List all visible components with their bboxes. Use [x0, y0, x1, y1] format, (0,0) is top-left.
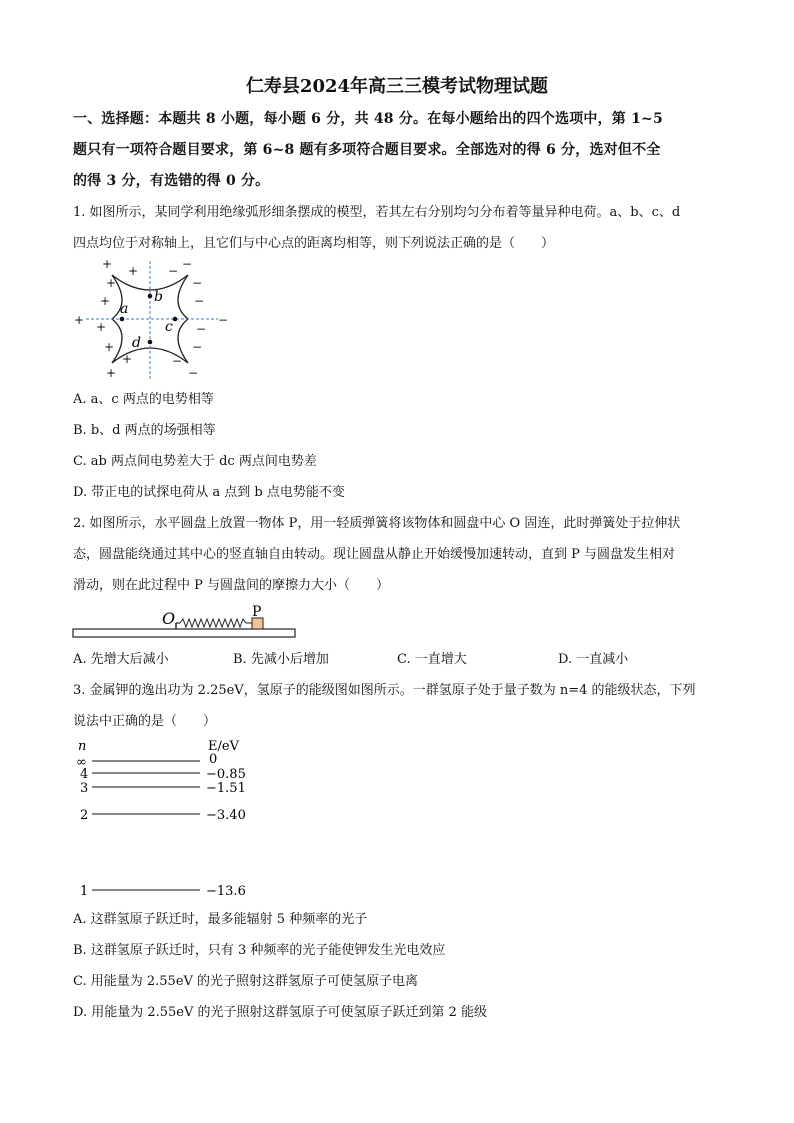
center-o-label: O — [162, 609, 176, 628]
q1-option-d: D. 带正电的试探电荷从 a 点到 b 点电势能不变 — [73, 485, 345, 500]
q3-option-c: C. 用能量为 2.55eV 的光子照射这群氢原子可使氢原子电离 — [73, 974, 419, 989]
object-p-label: P — [252, 604, 262, 620]
minus-charge: − — [192, 276, 203, 290]
q1-option-a: A. a、c 两点的电势相等 — [73, 392, 214, 407]
plus-charge: + — [100, 294, 111, 308]
section-instructions-line2: 题只有一项符合题目要求，第 6~8 题有多项符合题目要求。全部选对的得 6 分，选对但不全 — [73, 142, 661, 158]
q3-stem-line1: 3. 金属钾的逸出功为 2.25eV，氢原子的能级图如图所示。一群氢原子处于量子数为 n=4 的能级状态，下列 — [73, 683, 696, 698]
minus-charge: − — [188, 366, 199, 380]
point-b-label: b — [154, 289, 163, 305]
plus-charge: + — [104, 340, 115, 354]
level-n-4: 4 — [80, 767, 89, 782]
minus-charge: − — [218, 313, 229, 327]
minus-charge: − — [194, 294, 205, 308]
q1-option-b: B. b、d 两点的场强相等 — [73, 423, 216, 438]
q3-option-b: B. 这群氢原子跃迁时，只有 3 种频率的光子能使钾发生光电效应 — [73, 943, 446, 958]
level-e-4: −0.85 — [206, 767, 246, 782]
level-n-1: 1 — [80, 884, 89, 899]
energy-axis-label: E/eV — [208, 739, 239, 754]
level-e-3: −1.51 — [206, 781, 246, 796]
plus-charge: + — [122, 352, 133, 366]
level-e-1: −13.6 — [206, 884, 246, 899]
section-instructions-line1: 一、选择题：本题共 8 小题，每小题 6 分，共 48 分。在每小题给出的四个选项中，第 1~5 — [73, 111, 663, 127]
q2-stem-line3: 滑动，则在此过程中 P 与圆盘间的摩擦力大小（ ） — [73, 578, 390, 593]
minus-charge: − — [196, 322, 207, 336]
minus-charge: − — [172, 354, 183, 368]
q1-figure-charged-arcs — [72, 255, 232, 385]
point-d-label: d — [132, 335, 141, 351]
section-instructions-line3: 的得 3 分，有选错的得 0 分。 — [73, 173, 270, 189]
q2-option-c: C. 一直增大 — [397, 652, 467, 667]
q1-option-c: C. ab 两点间电势差大于 dc 两点间电势差 — [73, 454, 317, 469]
q1-stem-line1: 1. 如图所示，某同学利用绝缘弧形细条摆成的模型，若其左右分别均匀分布着等量异种电荷。a、b、c、d — [73, 205, 681, 220]
plus-charge: + — [128, 264, 139, 278]
q2-option-b: B. 先减小后增加 — [233, 652, 329, 667]
plus-charge: + — [96, 320, 107, 334]
plus-charge: + — [74, 313, 85, 327]
minus-charge: − — [182, 257, 193, 271]
level-n-2: 2 — [80, 808, 89, 823]
q2-stem-line2: 态，圆盘能绕通过其中心的竖直轴自由转动。现让圆盘从静止开始缓慢加速转动，直到 P 与圆盘发生相对 — [73, 547, 676, 562]
point-a-label: a — [120, 301, 129, 317]
point-c-label: c — [165, 319, 173, 335]
level-n-3: 3 — [80, 781, 89, 796]
q3-figure-energy-levels — [72, 737, 262, 899]
q3-stem-line2: 说法中正确的是（ ） — [73, 714, 217, 729]
q1-stem-line2: 四点均位于对称轴上，且它们与中心点的距离均相等，则下列说法正确的是（ ） — [73, 236, 555, 251]
q2-option-d: D. 一直减小 — [558, 652, 629, 667]
minus-charge: − — [168, 264, 179, 278]
page-title: 仁寿县2024年高三三模考试物理试题 — [245, 76, 549, 97]
q3-option-d: D. 用能量为 2.55eV 的光子照射这群氢原子可使氢原子跃迁到第 2 能级 — [73, 1005, 488, 1020]
level-e-2: −3.40 — [206, 808, 246, 823]
q2-figure-disk-spring — [72, 604, 298, 642]
plus-charge: + — [106, 366, 117, 380]
minus-charge: − — [192, 340, 203, 354]
q2-option-a: A. 先增大后减小 — [73, 652, 169, 667]
plus-charge: + — [106, 276, 117, 290]
level-e-inf: 0 — [209, 752, 218, 767]
n-axis-label: n — [78, 739, 87, 754]
plus-charge: + — [102, 257, 113, 271]
q2-stem-line1: 2. 如图所示，水平圆盘上放置一物体 P，用一轻质弹簧将该物体和圆盘中心 O 固连，此时弹簧处于拉伸状 — [73, 516, 681, 531]
level-n-inf: ∞ — [76, 755, 87, 770]
q3-option-a: A. 这群氢原子跃迁时，最多能辐射 5 种频率的光子 — [73, 912, 368, 927]
